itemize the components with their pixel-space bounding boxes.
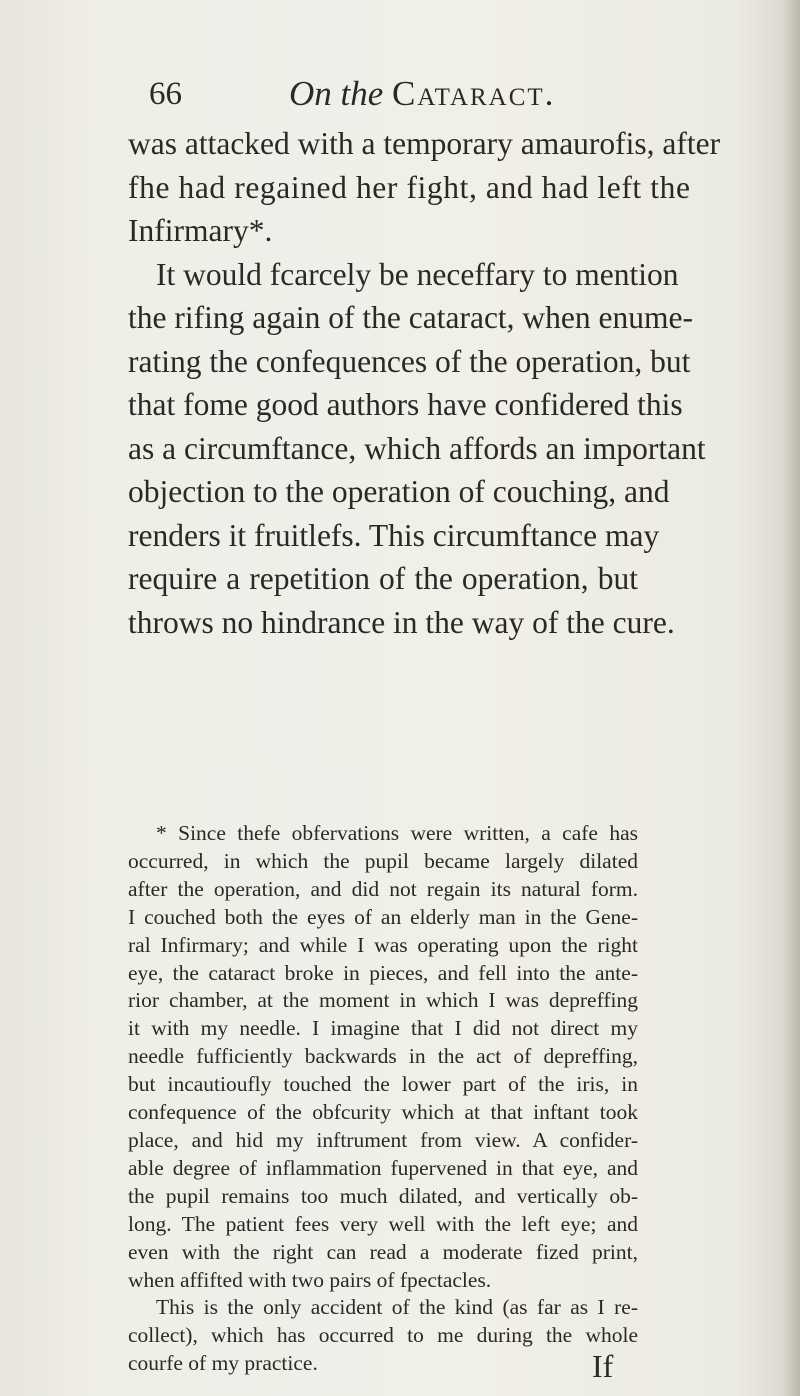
body-line: throws no hindrance in the way of the cure. [128, 604, 675, 640]
body-line: require a repetition of the operation, but [128, 561, 638, 596]
body-line: the rifing again of the cataract, when enume- [128, 300, 693, 335]
footnote-line: but incautioufly touched the lower part of the iris, in [128, 1072, 638, 1097]
body-line: renders it fruitlefs. This circumftance may [128, 517, 660, 553]
body-line: Infirmary*. [128, 213, 273, 248]
running-title [289, 74, 555, 114]
running-title-caps: Cataract. [392, 74, 556, 113]
body-line: objection to the operation of couching, and [128, 474, 670, 509]
footnote-line: eye, the cataract broke in pieces, and fell into the ante- [128, 960, 638, 985]
footnote-line: * Since thefe obfervations were written, a cafe has [156, 821, 638, 845]
running-header [149, 74, 629, 124]
footnote-line: it with my needle. I imagine that I did not direct my [128, 1016, 638, 1041]
footnote-line: ral Infirmary; and while I was operating upon the right [128, 932, 638, 957]
main-text [128, 122, 721, 644]
page-edge-shadow [782, 0, 800, 1396]
body-line: was attacked with a temporary amaurofis, after [128, 126, 721, 161]
footnote [128, 820, 638, 1378]
footnote-line: collect), which has occurred to me during the whole [128, 1323, 638, 1348]
page-number: 66 [149, 76, 182, 112]
body-line: as a circumftance, which affords an important [128, 430, 706, 466]
body-line: fhe had regained her fight, and had left the [128, 169, 691, 205]
footnote-line: needle fufficiently backwards in the act of depreffing, [128, 1044, 638, 1069]
footnote-line: the pupil remains too much dilated, and vertically ob- [128, 1183, 638, 1208]
body-line: that fome good authors have confidered this [128, 387, 683, 422]
footnote-line: even with the right can read a moderate fized print, [128, 1239, 638, 1264]
footnote-line: I couched both the eyes of an elderly man in the Gene- [128, 904, 638, 929]
footnote-line: when affifted with two pairs of fpectacles. [128, 1267, 492, 1292]
catchword: If [592, 1348, 614, 1384]
footnote-line: rior chamber, at the moment in which I was depreffing [128, 988, 638, 1013]
footnote-line: confequence of the obfcurity which at that inftant took [128, 1100, 638, 1125]
footnote-line: able degree of inflammation fupervened in that eye, and [128, 1155, 638, 1180]
footnote-line: after the operation, and did not regain its natural form. [128, 876, 638, 901]
running-title-italic: On the [289, 74, 384, 113]
footnote-line: occurred, in which the pupil became largely dilated [128, 848, 638, 873]
body-line: It would fcarcely be neceffary to mention [156, 256, 679, 292]
footnote-line: place, and hid my inftrument from view. A confider- [128, 1127, 638, 1152]
body-line: rating the confequences of the operation, but [128, 343, 691, 379]
footnote-line: This is the only accident of the kind (as far as I re- [156, 1295, 638, 1320]
footnote-line: long. The patient fees very well with the left eye; and [128, 1211, 638, 1236]
footnote-line: courfe of my practice. [128, 1351, 318, 1376]
